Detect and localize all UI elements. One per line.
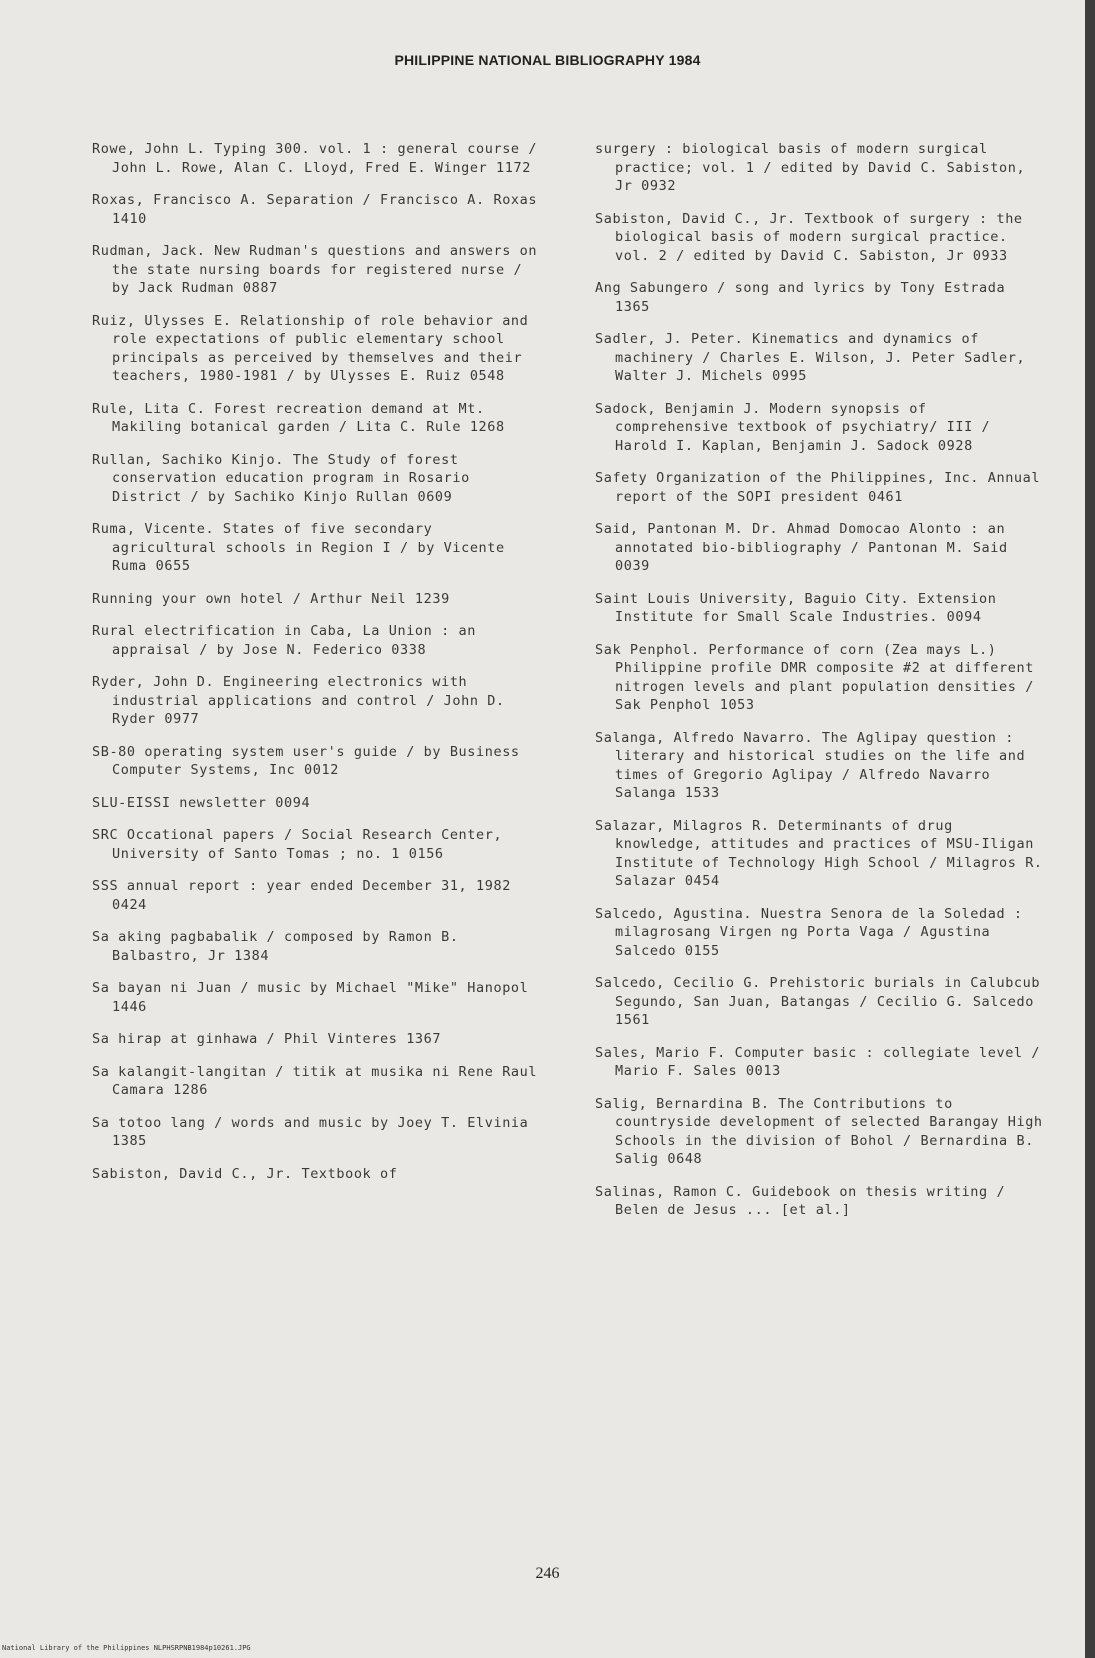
bibliography-entry: Sa hirap at ginhawa / Phil Vinteres 1367 [92,1031,442,1047]
bibliography-entry: Running your own hotel / Arthur Neil 1239 [92,590,450,607]
bibliography-entry: Sa aking pagbabalik / composed by Ramon B. Balbastro, Jr 1384 [92,929,459,964]
bibliography-entry: SB-80 operating system user's guide / by Business Computer Systems, Inc 0012 [92,743,520,778]
bibliography-entry: SLU-EISSI newsletter 0094 [92,794,311,811]
bibliography-entry: Ruiz, Ulysses E. Relationship of role behavior and role expectations of public elementary school principals as perceived by themselves and their teachers, 1980-1981 / by Ulysses E. Ruiz 0548 [92,312,529,384]
bibliography-entry: Salazar, Milagros R. Determinants of drug knowledge, attitudes and practices of MSU-Iligan Institute of Technology High School / Milagros R. Salazar 0454 [595,817,1043,889]
bibliography-entry: Roxas, Francisco A. Separation / Francisco A. Roxas 1410 [92,192,538,227]
bibliography-entry: Sa bayan ni Juan / music by Michael "Mike" Hanopol 1446 [92,980,529,1015]
bibliography-entry: Salanga, Alfredo Navarro. The Aglipay question : literary and historical studies on the life and times of Gregorio Aglipay / Alfredo Navarro Salanga 1533 [595,729,1026,801]
bibliography-entry: Salcedo, Cecilio G. Prehistoric burials in Calubcub Segundo, San Juan, Batangas / Cecilio G. Salcedo 1561 [595,975,1041,1028]
bibliography-entry: SSS annual report : year ended December 31, 1982 0424 [92,878,511,913]
bibliography-entry: Sabiston, David C., Jr. Textbook of [92,1165,398,1182]
bibliography-entry: Rudman, Jack. New Rudman's questions and answers on the state nursing boards for registered nurse / by Jack Rudman 0887 [92,243,538,296]
bibliography-entry: Sadler, J. Peter. Kinematics and dynamics of machinery / Charles E. Wilson, J. Peter Sadler, Walter J. Michels 0995 [595,331,1026,384]
bibliography-entry: Salig, Bernardina B. The Contributions to countryside development of selected Barangay High Schools in the division of Bohol / Bernardina B. Salig 0648 [595,1095,1043,1167]
bibliography-entry: Rowe, John L. Typing 300. vol. 1 : general course / John L. Rowe, Alan C. Lloyd, Fred E. Winger 1172 [92,141,538,176]
bibliography-entry-continued: surgery : biological basis of modern surgical practice; vol. 1 / edited by David C. Sabiston, Jr 0932 [595,141,1026,194]
bibliography-entry: Ryder, John D. Engineering electronics with industrial applications and control / John D. Ryder 0977 [92,674,505,727]
bibliography-entry: Rullan, Sachiko Kinjo. The Study of forest conservation education program in Rosario District / by Sachiko Kinjo Rullan 0609 [92,451,470,505]
bibliography-entry: Saint Louis University, Baguio City. Extension Institute for Small Scale Industries. 0094 [595,590,997,625]
bibliography-entry: Rural electrification in Caba, La Union : an appraisal / by Jose N. Federico 0338 [92,623,477,658]
bibliography-entry: Sa totoo lang / words and music by Joey T. Elvinia 1385 [92,1114,529,1149]
bibliography-entry: Ang Sabungero / song and lyrics by Tony Estrada 1365 [595,280,1006,315]
scan-credit: National Library of the Philippines NLPHSRPNB1984p10261.JPG [2,1644,251,1652]
bibliography-entry: Salinas, Ramon C. Guidebook on thesis writing / Belen de Jesus ... [et al.] [595,1183,1006,1218]
page-edge [1085,0,1095,1658]
bibliography-entry: Rule, Lita C. Forest recreation demand at Mt. Makiling botanical garden / Lita C. Rule 1268 [92,400,505,435]
bibliography-entry: Ruma, Vicente. States of five secondary agricultural schools in Region I / by Vicente Ruma 0655 [92,521,505,574]
page-number: 246 [535,1565,560,1582]
bibliography-entry: SRC Occational papers / Social Research Center, University of Santo Tomas ; no. 1 0156 [92,827,503,862]
bibliography-entry: Salcedo, Agustina. Nuestra Senora de la Soledad : milagrosang Virgen ng Porta Vaga / Agustina Salcedo 0155 [595,905,1023,959]
bibliography-entry: Sa kalangit-langitan / titik at musika ni Rene Raul Camara 1286 [92,1063,538,1098]
bibliography-entry: Said, Pantonan M. Dr. Ahmad Domocao Alonto : an annotated bio-bibliography / Pantonan M. Said 0039 [595,521,1008,574]
bibliography-entry: Sabiston, David C., Jr. Textbook of surgery : the biological basis of modern surgical practice. vol. 2 / edited by David C. Sabiston, Jr 0933 [595,210,1023,264]
bibliography-entry: Sales, Mario F. Computer basic : collegiate level / Mario F. Sales 0013 [595,1044,1041,1079]
right-column [595,140,1045,1234]
left-column [92,140,542,1197]
bibliography-entry: Sak Penphol. Performance of corn (Zea mays L.) Philippine profile DMR composite #2 at different nitrogen levels and plant population densities / Sak Penphol 1053 [595,641,1034,713]
page-title: PHILIPPINE NATIONAL BIBLIOGRAPHY 1984 [394,52,701,68]
bibliography-entry: Safety Organization of the Philippines, Inc. Annual report of the SOPI president 0461 [595,470,1041,505]
bibliography-entry: Sadock, Benjamin J. Modern synopsis of comprehensive textbook of psychiatry/ III / Harold I. Kaplan, Benjamin J. Sadock 0928 [595,400,991,454]
